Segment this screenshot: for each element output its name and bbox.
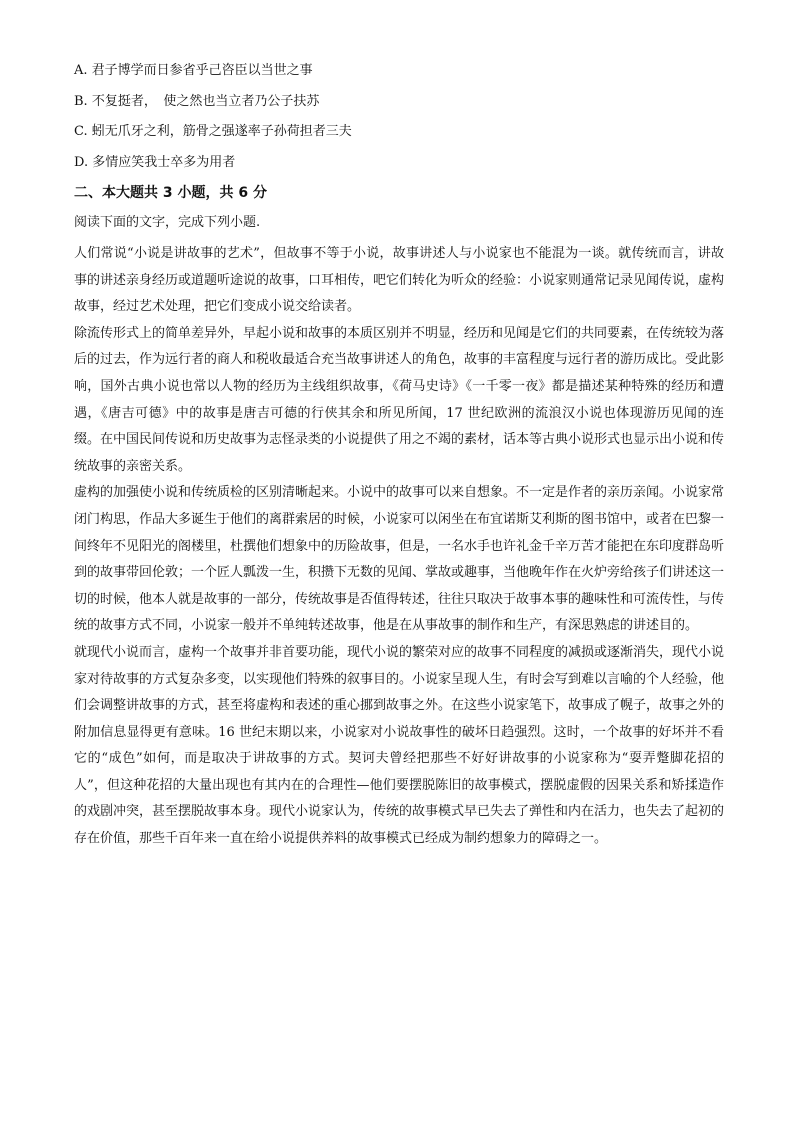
option-a (74, 62, 724, 80)
option-text: 多情应笑我士卒多为用者 (92, 154, 236, 170)
paragraph-2: 除流传形式上的简单差异外，早起小说和故事的本质区别并不明显，经历和见闻是它们的共同要素，在传统较为落后的过去，作为远行者的商人和税收最适合充当故事讲述人的角色，故事的丰富程度与远行者的游历成比。受此影响，国外古典小说也常以人物的经历为主线组织故事，《荷马史诗》《一千零一夜》都是描述某种特殊的经历和遭遇，《唐吉可德》中的故事是唐吉可德的行侠其余和所见所闻，17 世纪欧洲的流浪汉小说也体现游历见闻的连缀。在中国民间传说和历史故事为志怪录类的小说提供了用之不竭的素材，话本等古典小说形式也显示出小说和传统故事的亲密关系。 (74, 325, 725, 474)
section-title: 二、本大题共 3 小题，共 6 分 (74, 185, 267, 201)
option-text: 蚓无爪牙之利，筋骨之强遂率子孙荷担者三夫 (91, 124, 352, 139)
option-b (74, 93, 724, 111)
option-letter: C. (74, 124, 88, 139)
option-c (74, 123, 724, 141)
option-d (74, 154, 724, 172)
paragraph-4: 就现代小说而言，虚构一个故事并非首要功能，现代小说的繁荣对应的故事不同程度的减损或逐渐消失，现代小说家对待故事的方式复杂多变，以实现他们特殊的叙事目的。小说家呈现人生，有时会写到难以言喻的个人经验，他们会调整讲故事的方式，甚至将虚构和表述的重心挪到故事之外。在这些小说家笔下，故事成了幌子，故事之外的附加信息显得更有意味。16 世纪末期以来，小说家对小说故事性的破坏日趋强烈。这时，一个故事的好坏并不看它的“成色”如何，而是取决于讲故事的方式。契诃夫曾经把那些不好好讲故事的小说家称为“耍弄蹩脚花招的人”，但这种花招的大量出现也有其内在的合理性—他们要摆脱陈旧的故事模式，摆脱虚假的因果关系和矫揉造作的戏剧冲突，甚至摆脱故事本身。现代小说家认为，传统的故事模式早已失去了弹性和内在活力，也失去了起初的存在价值，那些千百年来一直在给小说提供养料的故事模式已经成为制约想象力的障碍之一。 (74, 644, 725, 847)
option-text: 不复挺者， 使之然也当立者乃公子扶苏 (91, 93, 320, 109)
option-letter: D. (74, 154, 89, 170)
option-text: 君子博学而日参省乎己咨臣以当世之事 (91, 63, 313, 78)
paragraph-3: 虚构的加强使小说和传统质检的区别清晰起来。小说中的故事可以来自想象。不一定是作者的亲历亲闻。小说家常闭门构思，作品大多诞生于他们的离群索居的时候，小说家可以闲坐在布宜诺斯艾利斯的图书馆中，或者在巴黎一间终年不见阳光的阁楼里，杜撰他们想象中的历险故事，但是，一名水手也许礼金千辛万苦才能把在东印度群岛听到的故事带回伦敦；一个匠人瓢泼一生，积攒下无数的见闻、掌故或趣事，当他晚年作在火炉旁给孩子们讲述这一切的时候，他本人就是故事的一部分，传统故事是否值得转述，往往只取决于故事本事的趣味性和可流传性，与传统的故事方式不同，小说家一般并不单纯转述故事，他是在从事故事的制作和生产，有深思熟虑的讲述目的。 (74, 485, 725, 634)
paragraph-1: 人们常说“小说是讲故事的艺术”，但故事不等于小说，故事讲述人与小说家也不能混为一谈。就传统而言，讲故事的讲述亲身经历或道题听途说的故事，口耳相传，吧它们转化为听众的经验：小说家则通常记录见闻传说，虚构故事，经过艺术处理，把它们变成小说交给读者。 (74, 246, 725, 315)
section-instruction: 阅读下面的文字，完成下列小题. (74, 215, 261, 230)
option-letter: B. (74, 93, 88, 109)
document-page (74, 62, 724, 853)
option-letter: A. (74, 63, 88, 78)
